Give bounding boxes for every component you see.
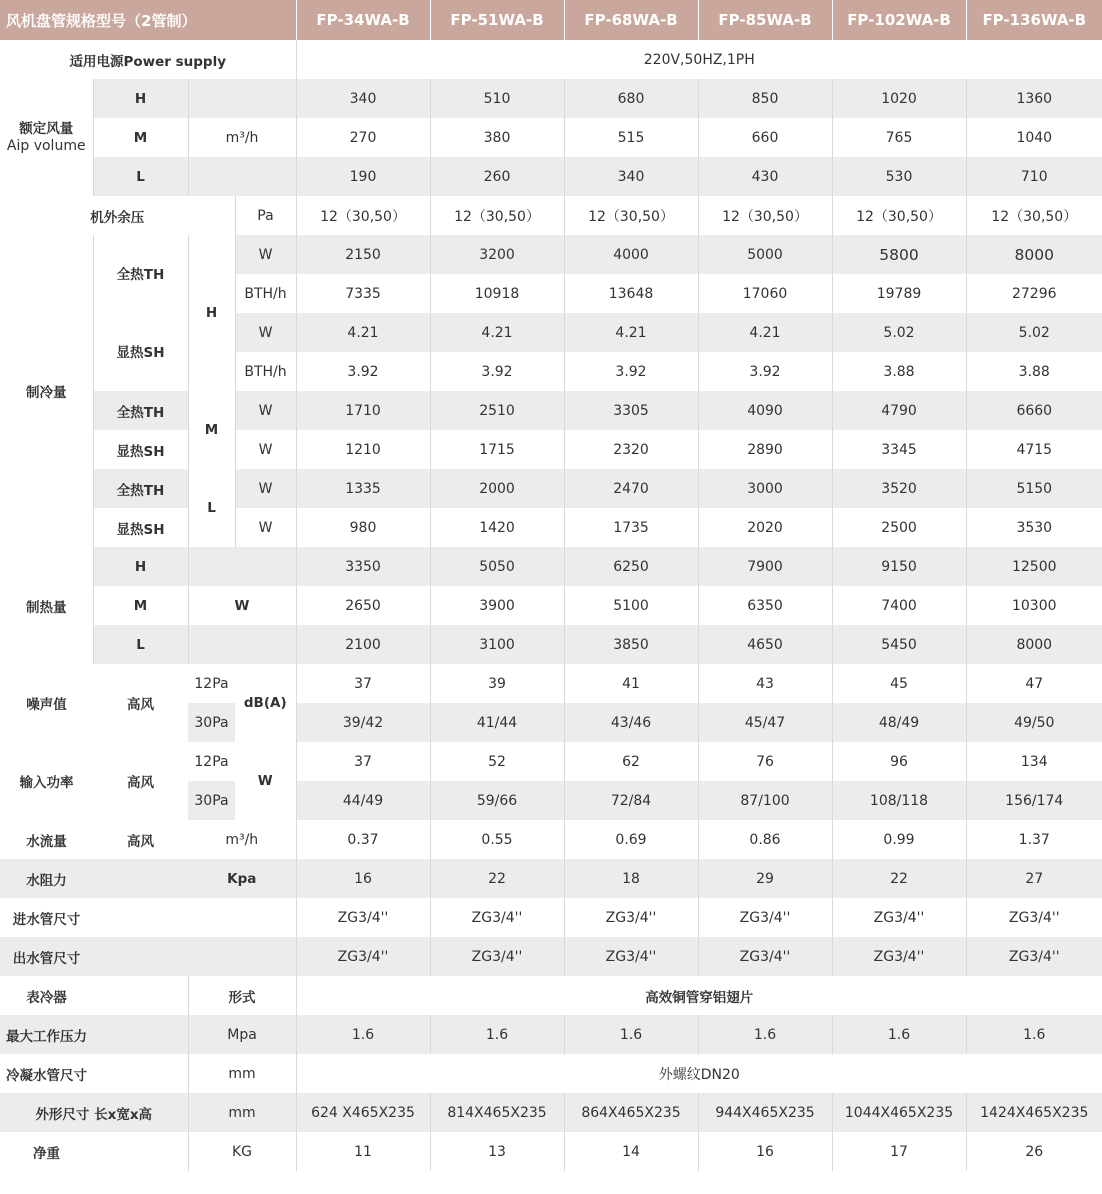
table-cell: 1715 [430,430,564,469]
power-supply-label: 适用电源Power supply [0,40,296,79]
table-cell: 3.92 [296,352,430,391]
max-pressure-label: 最大工作压力 [0,1015,93,1054]
table-cell: 29 [698,859,832,898]
table-cell: 12（30,50） [832,196,966,235]
noise-label: 噪声值 [0,664,93,742]
table-cell: 156/174 [966,781,1102,820]
heating-row-m [0,586,1102,625]
table-cell: 4650 [698,625,832,664]
unit-label: W [235,313,296,352]
table-cell: 8000 [966,625,1102,664]
cooling-label: 制冷量 [0,235,93,547]
table-cell: 980 [296,508,430,547]
table-cell: 41 [564,664,698,703]
input-power-label: 输入功率 [0,742,93,820]
heating-row-h [0,547,1102,586]
table-cell: 1210 [296,430,430,469]
table-cell: 340 [296,79,430,118]
table-cell: 2500 [832,508,966,547]
table-cell: 12（30,50） [296,196,430,235]
table-cell: 13 [430,1132,564,1171]
water-flow-speed-label: 高风 [93,820,188,859]
cooling-level-label: M [188,391,235,469]
table-cell: 19789 [832,274,966,313]
table-cell: 22 [430,859,564,898]
table-cell: 190 [296,157,430,196]
table-cell: 624 X465X235 [296,1093,430,1132]
pressure-label: 30Pa [188,781,235,820]
table-cell: ZG3/4'' [832,937,966,976]
input-power-speed-label: 高风 [93,742,188,820]
table-cell: ZG3/4'' [698,937,832,976]
table-cell: 3200 [430,235,564,274]
table-cell: 2510 [430,391,564,430]
cooling-m-sh-row [0,430,1102,469]
dimensions-label: 外形尺寸 长x宽x高 [0,1093,188,1132]
pressure-label: 12Pa [188,664,235,703]
blank-cell [188,157,296,196]
table-cell: 270 [296,118,430,157]
table-cell: ZG3/4'' [296,937,430,976]
blank-cell [93,898,296,937]
table-cell: 1.6 [564,1015,698,1054]
table-cell: 3530 [966,508,1102,547]
header-row [0,0,1102,40]
table-cell: 864X465X235 [564,1093,698,1132]
cooling-l-th-row [0,469,1102,508]
cooling-level-label: H [188,235,235,391]
model-header: FP-85WA-B [698,0,832,40]
table-cell: 0.55 [430,820,564,859]
pressure-label: 30Pa [188,703,235,742]
table-cell: 6660 [966,391,1102,430]
table-title: 风机盘管规格型号（2管制） [0,0,296,40]
table-cell: ZG3/4'' [430,898,564,937]
static-pressure-unit: Pa [235,196,296,235]
table-cell: ZG3/4'' [966,898,1102,937]
table-cell: 660 [698,118,832,157]
condensate-value: 外螺纹DN20 [296,1054,1102,1093]
table-cell: 710 [966,157,1102,196]
table-cell: 2000 [430,469,564,508]
table-cell: 12（30,50） [966,196,1102,235]
table-cell: 430 [698,157,832,196]
table-cell: 0.86 [698,820,832,859]
inlet-pipe-label: 进水管尺寸 [0,898,93,937]
unit-label: W [235,391,296,430]
table-cell: 1020 [832,79,966,118]
table-cell: 1335 [296,469,430,508]
table-cell: 18 [564,859,698,898]
table-cell: 37 [296,742,430,781]
water-resistance-row [0,859,1102,898]
unit-label: W [235,430,296,469]
coil-value: 高效铜管穿铝翅片 [296,976,1102,1015]
table-cell: 27296 [966,274,1102,313]
table-cell: 814X465X235 [430,1093,564,1132]
unit-label: W [235,469,296,508]
outlet-pipe-row [0,937,1102,976]
table-cell: 11 [296,1132,430,1171]
coil-unit: 形式 [188,976,296,1015]
table-cell: 1710 [296,391,430,430]
noise-row-12pa [0,664,1102,703]
table-cell: 12500 [966,547,1102,586]
table-cell: 10918 [430,274,564,313]
table-cell: 1360 [966,79,1102,118]
pressure-label: 12Pa [188,742,235,781]
table-cell: 8000 [966,235,1102,274]
table-cell: 1040 [966,118,1102,157]
dimensions-row [0,1093,1102,1132]
air-volume-row-m [0,118,1102,157]
table-cell: 62 [564,742,698,781]
level-label: M [93,586,188,625]
table-cell: 1.6 [698,1015,832,1054]
unit-label: W [235,235,296,274]
model-header: FP-68WA-B [564,0,698,40]
water-resistance-unit: Kpa [188,859,296,898]
level-label: H [93,79,188,118]
unit-label: W [235,508,296,547]
table-cell: 850 [698,79,832,118]
table-cell: 7400 [832,586,966,625]
water-flow-unit: m³/h [188,820,296,859]
table-cell: 510 [430,79,564,118]
water-flow-row [0,820,1102,859]
blank-cell [93,1054,188,1093]
blank-cell [93,1015,188,1054]
table-cell: 4.21 [698,313,832,352]
table-cell: 680 [564,79,698,118]
table-cell: ZG3/4'' [296,898,430,937]
cooling-l-sh-row [0,508,1102,547]
table-cell: 1.6 [832,1015,966,1054]
table-cell: 2890 [698,430,832,469]
table-cell: 48/49 [832,703,966,742]
power-supply-row [0,40,1102,79]
table-cell: 5100 [564,586,698,625]
condensate-unit: mm [188,1054,296,1093]
model-header: FP-136WA-B [966,0,1102,40]
unit-label: BTH/h [235,274,296,313]
table-cell: 45/47 [698,703,832,742]
model-header: FP-102WA-B [832,0,966,40]
table-cell: ZG3/4'' [564,937,698,976]
coil-row [0,976,1102,1015]
table-cell: 3.88 [832,352,966,391]
table-cell: 43 [698,664,832,703]
table-cell: 96 [832,742,966,781]
table-cell: 7900 [698,547,832,586]
table-cell: 3305 [564,391,698,430]
condensate-label: 冷凝水管尺寸 [0,1054,93,1093]
air-volume-unit: m³/h [188,118,296,157]
table-cell: 17060 [698,274,832,313]
level-label: L [93,625,188,664]
table-cell: 17 [832,1132,966,1171]
table-cell: ZG3/4'' [832,898,966,937]
table-cell: 944X465X235 [698,1093,832,1132]
table-cell: 3.92 [698,352,832,391]
table-cell: 44/49 [296,781,430,820]
blank-cell [188,547,296,586]
table-cell: 5.02 [966,313,1102,352]
cooling-m-th-row [0,391,1102,430]
table-cell: 2650 [296,586,430,625]
static-pressure-row [0,196,1102,235]
max-pressure-row [0,1015,1102,1054]
table-cell: 16 [698,1132,832,1171]
table-cell: 340 [564,157,698,196]
water-resistance-label: 水阻力 [0,859,93,898]
noise-speed-label: 高风 [93,664,188,742]
table-cell: 1044X465X235 [832,1093,966,1132]
table-cell: 380 [430,118,564,157]
table-cell: 4.21 [296,313,430,352]
table-cell: 2020 [698,508,832,547]
table-cell: 1.6 [430,1015,564,1054]
table-cell: 43/46 [564,703,698,742]
heating-unit: W [188,586,296,625]
water-flow-label: 水流量 [0,820,93,859]
table-cell: ZG3/4'' [430,937,564,976]
air-volume-label [0,79,93,196]
table-cell: 37 [296,664,430,703]
cooling-level-label: L [188,469,235,547]
table-cell: 59/66 [430,781,564,820]
level-label: M [93,118,188,157]
table-cell: 4.21 [430,313,564,352]
unit-label: BTH/h [235,352,296,391]
table-cell: 10300 [966,586,1102,625]
table-cell: 87/100 [698,781,832,820]
table-cell: 4090 [698,391,832,430]
table-cell: 6250 [564,547,698,586]
table-cell: 4000 [564,235,698,274]
table-cell: 108/118 [832,781,966,820]
table-cell: 7335 [296,274,430,313]
table-cell: 3850 [564,625,698,664]
table-cell: 1424X465X235 [966,1093,1102,1132]
weight-row [0,1132,1102,1171]
blank-cell [93,937,296,976]
cooling-th-label: 全热TH [93,391,188,430]
table-cell: ZG3/4'' [966,937,1102,976]
table-cell: 0.99 [832,820,966,859]
table-cell: 5450 [832,625,966,664]
table-cell: 5050 [430,547,564,586]
table-cell: 1420 [430,508,564,547]
table-cell: 3.92 [564,352,698,391]
table-cell: 4.21 [564,313,698,352]
table-cell: 52 [430,742,564,781]
table-cell: 26 [966,1132,1102,1171]
table-cell: 16 [296,859,430,898]
table-cell: 12（30,50） [564,196,698,235]
table-cell: 530 [832,157,966,196]
table-cell: 39/42 [296,703,430,742]
air-volume-row-l [0,157,1102,196]
table-cell: 3345 [832,430,966,469]
table-cell: 27 [966,859,1102,898]
blank-cell [188,79,296,118]
table-cell: 134 [966,742,1102,781]
table-cell: ZG3/4'' [564,898,698,937]
table-cell: 1.6 [296,1015,430,1054]
input-power-unit: W [235,742,296,820]
table-cell: 3900 [430,586,564,625]
table-cell: 14 [564,1132,698,1171]
model-header: FP-51WA-B [430,0,564,40]
table-cell: 515 [564,118,698,157]
power-row-12pa [0,742,1102,781]
table-cell: 22 [832,859,966,898]
max-pressure-unit: Mpa [188,1015,296,1054]
air-volume-row-h [0,79,1102,118]
table-cell: 1.6 [966,1015,1102,1054]
condensate-row [0,1054,1102,1093]
noise-unit: dB(A) [235,664,296,742]
table-cell: 4715 [966,430,1102,469]
table-cell: 3.88 [966,352,1102,391]
table-cell: 41/44 [430,703,564,742]
cooling-sh-label: 显热SH [93,313,188,391]
table-cell: 49/50 [966,703,1102,742]
table-cell: 45 [832,664,966,703]
table-cell: 72/84 [564,781,698,820]
coil-label: 表冷器 [0,976,93,1015]
table-cell: 3350 [296,547,430,586]
cooling-th-label: 全热TH [93,469,188,508]
table-cell: 13648 [564,274,698,313]
weight-label: 净重 [0,1132,93,1171]
table-cell: 9150 [832,547,966,586]
cooling-h-sh-w-row [0,313,1102,352]
heating-row-l [0,625,1102,664]
table-cell: 6350 [698,586,832,625]
table-cell: 765 [832,118,966,157]
model-header: FP-34WA-B [296,0,430,40]
table-cell: 39 [430,664,564,703]
table-cell: 12（30,50） [430,196,564,235]
table-cell: 3100 [430,625,564,664]
blank-cell [93,1132,188,1171]
blank-cell [93,859,188,898]
table-cell: ZG3/4'' [698,898,832,937]
level-label: L [93,157,188,196]
cooling-sh-label: 显热SH [93,508,188,547]
blank-cell [188,625,296,664]
table-cell: 1735 [564,508,698,547]
cooling-th-label: 全热TH [93,235,188,313]
air-volume-label-en: Aip volume [6,137,86,154]
table-cell: 2470 [564,469,698,508]
table-cell: 5.02 [832,313,966,352]
table-cell: 0.69 [564,820,698,859]
weight-unit: KG [188,1132,296,1171]
table-cell: 3000 [698,469,832,508]
level-label: H [93,547,188,586]
blank-cell [93,976,188,1015]
table-cell: 3520 [832,469,966,508]
dimensions-unit: mm [188,1093,296,1132]
table-cell: 2100 [296,625,430,664]
cooling-sh-label: 显热SH [93,430,188,469]
static-pressure-label: 机外余压 [0,196,235,235]
inlet-pipe-row [0,898,1102,937]
air-volume-label-cn: 额定风量 [19,120,74,137]
table-cell: 12（30,50） [698,196,832,235]
table-cell: 0.37 [296,820,430,859]
table-cell: 2150 [296,235,430,274]
table-cell: 5800 [832,235,966,274]
outlet-pipe-label: 出水管尺寸 [0,937,93,976]
table-cell: 2320 [564,430,698,469]
table-cell: 3.92 [430,352,564,391]
table-cell: 47 [966,664,1102,703]
table-cell: 1.37 [966,820,1102,859]
power-supply-value: 220V,50HZ,1PH [296,40,1102,79]
table-cell: 260 [430,157,564,196]
table-cell: 5000 [698,235,832,274]
table-cell: 5150 [966,469,1102,508]
cooling-h-th-w-row [0,235,1102,274]
table-cell: 76 [698,742,832,781]
heating-label: 制热量 [0,547,93,664]
table-cell: 4790 [832,391,966,430]
